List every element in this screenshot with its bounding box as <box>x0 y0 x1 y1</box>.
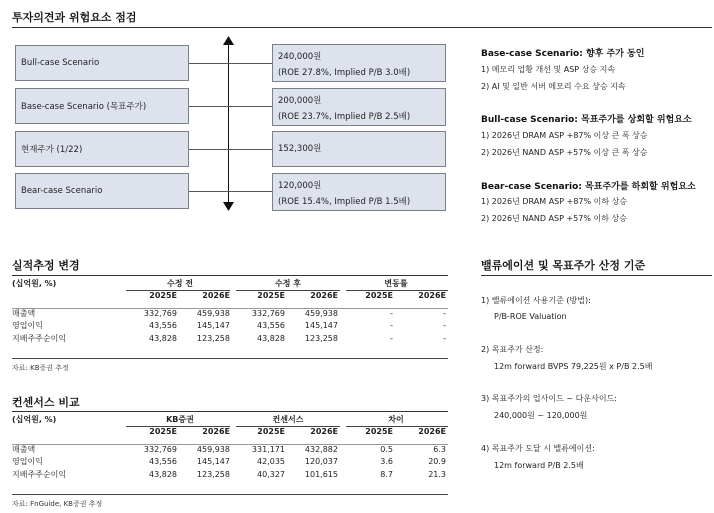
row-label: 영업이익 <box>12 457 43 467</box>
consensus-unit: (십억원, %) <box>12 414 57 424</box>
table-cell: 123,258 <box>196 333 230 343</box>
valuation-item-1: 1) 밸류에이션 사용기준 (방법): <box>481 296 591 305</box>
consensus-group-consensus: 컨센서스 <box>272 414 304 424</box>
valuation-item-3: 3) 목표주가의 업사이드 ~ 다운사이드: <box>481 394 617 403</box>
group-underline <box>236 290 340 291</box>
scenario-bull-value <box>272 44 446 82</box>
table-cell: 43,556 <box>149 321 177 331</box>
base-driver-2: 2) AI 및 일반 서버 메모리 수요 상승 지속 <box>481 82 626 91</box>
consensus-table <box>8 413 450 481</box>
bull-price: 240,000원 <box>278 52 322 62</box>
consensus-group-kb: KB증권 <box>166 414 194 424</box>
base-driver-1: 1) 메모리 업황 개선 및 ASP 상승 지속 <box>481 65 616 74</box>
header-divider <box>12 444 448 445</box>
row-label: 매출액 <box>12 308 36 318</box>
table-cell: 43,556 <box>257 321 285 331</box>
bull-risks-title: Bull-case Scenario: 목표주가를 상회할 위험요소 <box>481 115 692 125</box>
scenario-bull-label: Bull-case Scenario <box>15 45 189 81</box>
table-cell: 42,035 <box>257 457 285 467</box>
table-cell: 43,556 <box>149 457 177 467</box>
consensus-group-diff: 차이 <box>388 414 404 424</box>
estimates-title: 실적추정 변경 <box>12 259 80 272</box>
scenario-base-label: Base-case Scenario (목표주가) <box>15 88 189 124</box>
estimates-group-after: 수정 후 <box>275 278 301 288</box>
consensus-title-divider <box>12 411 448 412</box>
consensus-year: 2025E <box>365 427 393 437</box>
table-cell: 21.3 <box>428 469 446 479</box>
table-cell: 145,147 <box>196 457 230 467</box>
scenario-current-label: 현재주가 (1/22) <box>15 131 189 167</box>
row-label: 영업이익 <box>12 321 43 331</box>
table-cell: 331,171 <box>251 444 285 454</box>
bear-risk-1: 1) 2026년 DRAM ASP +87% 이하 상승 <box>481 197 628 206</box>
consensus-year: 2025E <box>257 427 285 437</box>
estimates-year: 2025E <box>149 291 177 301</box>
table-cell: 20.9 <box>428 457 446 467</box>
consensus-title: 컨센서스 비교 <box>12 396 80 409</box>
table-cell: 120,037 <box>304 457 338 467</box>
consensus-year: 2026E <box>310 427 338 437</box>
estimates-title-divider <box>12 275 448 276</box>
table-cell: 3.6 <box>380 457 393 467</box>
bear-detail: (ROE 15.4%, Implied P/B 1.5배) <box>278 197 411 207</box>
table-cell: 332,769 <box>143 308 177 318</box>
estimates-source: 자료: KB증권 추정 <box>12 364 69 372</box>
table-cell: - <box>390 333 393 343</box>
connector-bull <box>189 63 272 64</box>
table-cell: 459,938 <box>196 444 230 454</box>
table-cell: 6.3 <box>433 444 446 454</box>
table-bottom-rule <box>12 494 448 495</box>
group-underline <box>346 426 448 427</box>
table-cell: 101,615 <box>304 469 338 479</box>
bear-price: 120,000원 <box>278 181 322 191</box>
valuation-item-4-detail: 12m forward P/B 2.5배 <box>494 461 584 470</box>
table-row <box>8 456 450 469</box>
valuation-item-4: 4) 목표주가 도달 시 밸류에이션: <box>481 444 595 453</box>
valuation-item-1-detail: P/B-ROE Valuation <box>494 312 567 321</box>
estimates-year: 2026E <box>202 291 230 301</box>
valuation-title-divider <box>481 275 712 276</box>
connector-current <box>189 149 272 150</box>
valuation-item-2-detail: 12m forward BVPS 79,225원 x P/B 2.5배 <box>494 362 653 371</box>
base-drivers-title: Base-case Scenario: 향후 주가 동인 <box>481 49 645 59</box>
page-title: 투자의견과 위험요소 점검 <box>12 11 137 24</box>
title-divider <box>12 27 712 28</box>
table-cell: 332,769 <box>251 308 285 318</box>
row-label: 지배주주순이익 <box>12 333 67 343</box>
estimates-unit: (십억원, %) <box>12 278 57 288</box>
table-cell: - <box>443 308 446 318</box>
table-cell: 432,882 <box>304 444 338 454</box>
table-cell: 43,828 <box>257 333 285 343</box>
price-axis-line <box>228 42 229 206</box>
bear-risks-title: Bear-case Scenario: 목표주가를 하회할 위험요소 <box>481 182 696 192</box>
arrow-down-icon <box>223 202 234 211</box>
estimates-year: 2025E <box>365 291 393 301</box>
group-underline <box>236 426 340 427</box>
table-cell: - <box>443 321 446 331</box>
consensus-year: 2026E <box>418 427 446 437</box>
table-row <box>8 320 450 333</box>
table-bottom-rule <box>12 358 448 359</box>
bull-risk-1: 1) 2026년 DRAM ASP +87% 이상 큰 폭 상승 <box>481 131 648 140</box>
table-cell: 8.7 <box>380 469 393 479</box>
valuation-item-2: 2) 목표주가 산정: <box>481 345 544 354</box>
table-cell: 43,828 <box>149 333 177 343</box>
row-label: 지배주주순이익 <box>12 469 67 479</box>
bull-detail: (ROE 27.8%, Implied P/B 3.0배) <box>278 68 411 78</box>
table-row <box>8 332 450 345</box>
valuation-item-3-detail: 240,000원 ~ 120,000원 <box>494 411 588 420</box>
table-cell: 123,258 <box>304 333 338 343</box>
table-cell: 40,327 <box>257 469 285 479</box>
estimates-table <box>8 277 450 345</box>
table-cell: 0.5 <box>380 444 393 454</box>
estimates-year: 2026E <box>310 291 338 301</box>
group-underline <box>346 290 448 291</box>
table-cell: 43,828 <box>149 469 177 479</box>
header-divider <box>12 308 448 309</box>
current-price: 152,300원 <box>278 144 322 154</box>
scenario-bear-value <box>272 173 446 211</box>
estimates-year: 2026E <box>418 291 446 301</box>
consensus-source: 자료: FnGuide, KB증권 추정 <box>12 500 103 508</box>
bull-risk-2: 2) 2026년 NAND ASP +57% 이상 큰 폭 상승 <box>481 148 648 157</box>
connector-base <box>189 106 272 107</box>
base-detail: (ROE 23.7%, Implied P/B 2.5배) <box>278 112 411 122</box>
valuation-title: 밸류에이션 및 목표주가 산정 기준 <box>481 259 646 272</box>
group-underline <box>126 290 230 291</box>
table-cell: 332,769 <box>143 444 177 454</box>
bear-risk-2: 2) 2026년 NAND ASP +57% 이하 상승 <box>481 214 627 223</box>
table-cell: - <box>443 333 446 343</box>
scenario-base-value <box>272 88 446 126</box>
table-cell: 145,147 <box>196 321 230 331</box>
table-cell: 459,938 <box>196 308 230 318</box>
consensus-year: 2025E <box>149 427 177 437</box>
table-cell: 123,258 <box>196 469 230 479</box>
group-underline <box>126 426 230 427</box>
row-label: 매출액 <box>12 444 36 454</box>
consensus-year: 2026E <box>202 427 230 437</box>
scenario-bear-label: Bear-case Scenario <box>15 173 189 209</box>
table-row <box>8 468 450 481</box>
estimates-group-change: 변동률 <box>384 278 408 288</box>
table-cell: - <box>390 308 393 318</box>
base-price: 200,000원 <box>278 96 322 106</box>
estimates-year: 2025E <box>257 291 285 301</box>
table-cell: - <box>390 321 393 331</box>
table-cell: 459,938 <box>304 308 338 318</box>
connector-bear <box>189 191 272 192</box>
arrow-up-icon <box>223 36 234 45</box>
scenario-current-value <box>272 131 446 167</box>
estimates-group-before: 수정 전 <box>167 278 193 288</box>
table-cell: 145,147 <box>304 321 338 331</box>
